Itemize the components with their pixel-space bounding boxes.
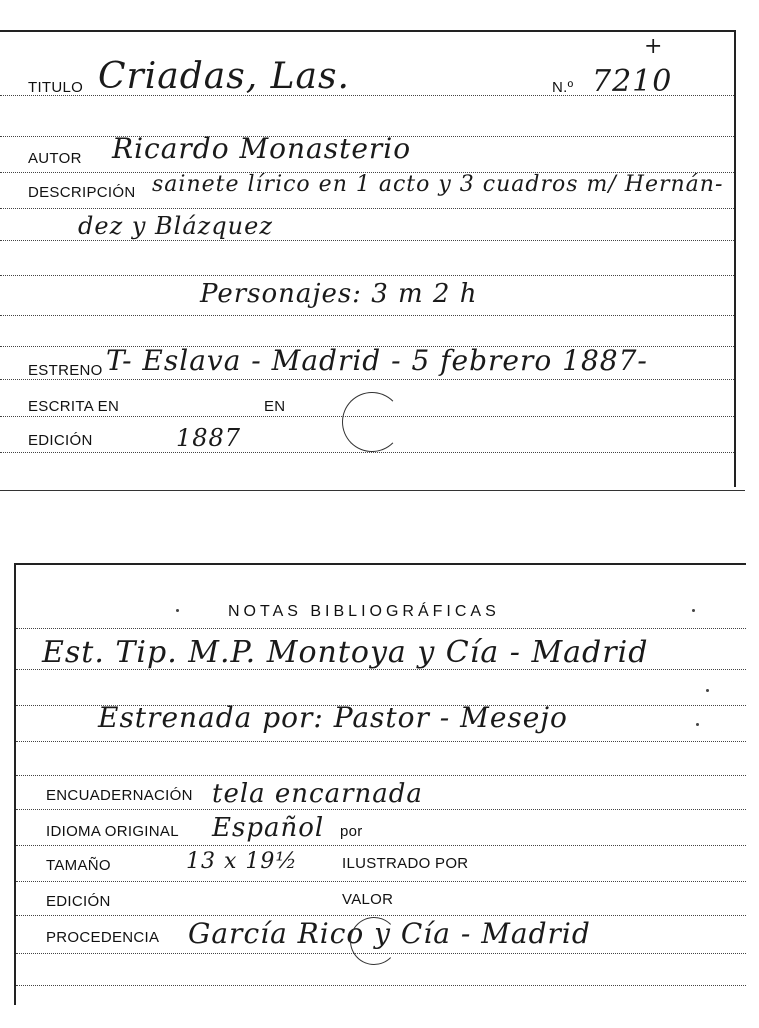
procedencia-value: García Rico y Cía - Madrid: [188, 917, 591, 950]
rule: [16, 741, 746, 742]
rule: [0, 379, 734, 380]
rule: [0, 275, 734, 276]
idioma-label: IDIOMA ORIGINAL: [46, 823, 179, 840]
rule: [16, 881, 746, 882]
descripcion-line1: sainete lírico en 1 acto y 3 cuadros m/ Hernán-: [152, 172, 724, 197]
titulo-value: Criadas, Las.: [98, 56, 350, 97]
rule: [16, 985, 746, 986]
edicion-value: 1887: [176, 424, 242, 452]
valor-label: VALOR: [342, 891, 394, 908]
card-separator: [0, 490, 745, 491]
speck: [696, 723, 699, 726]
catalog-card-notes: [14, 563, 746, 1005]
speck: [176, 609, 179, 612]
numero-mark: +: [644, 34, 664, 59]
estreno-label: ESTRENO: [28, 362, 103, 379]
encuadernacion-label: ENCUADERNACIÓN: [46, 787, 193, 804]
rule: [0, 240, 734, 241]
numero-value: 7210: [592, 64, 673, 99]
rule: [0, 452, 734, 453]
en-label: EN: [264, 398, 286, 415]
descripcion-label: DESCRIPCIÓN: [28, 184, 136, 201]
idioma-value: Español: [212, 813, 325, 843]
notas-line1: Est. Tip. M.P. Montoya y Cía - Madrid: [42, 635, 649, 670]
escrita-label: ESCRITA EN: [28, 398, 120, 415]
rule: [16, 775, 746, 776]
descripcion-line2: dez y Blázquez: [78, 212, 273, 240]
rule: [16, 809, 746, 810]
punch-hole: [350, 917, 398, 965]
por-label: por: [340, 823, 363, 840]
titulo-label: TITULO: [28, 79, 84, 96]
descripcion-line3: Personajes: 3 m 2 h: [200, 279, 478, 309]
punch-hole: [342, 392, 402, 452]
rule: [16, 845, 746, 846]
catalog-card-title: [0, 30, 736, 487]
speck: [706, 689, 709, 692]
procedencia-label: PROCEDENCIA: [46, 929, 160, 946]
tamano-value: 13 x 19½: [186, 849, 298, 874]
ilustrado-label: ILUSTRADO POR: [342, 855, 469, 872]
rule: [0, 315, 734, 316]
speck: [692, 609, 695, 612]
edicion-label: EDICIÓN: [28, 432, 93, 449]
notas-line2: Estrenada por: Pastor - Mesejo: [98, 701, 568, 734]
numero-label: N.º: [552, 79, 574, 96]
rule: [0, 208, 734, 209]
tamano-label: TAMAÑO: [46, 857, 111, 874]
notas-title: NOTAS BIBLIOGRÁFICAS: [228, 603, 500, 620]
autor-label: AUTOR: [28, 150, 82, 167]
estreno-value: T- Eslava - Madrid - 5 febrero 1887-: [106, 344, 648, 377]
autor-value: Ricardo Monasterio: [112, 132, 412, 165]
rule: [16, 628, 746, 629]
edicion-label: EDICIÓN: [46, 893, 111, 910]
encuadernacion-value: tela encarnada: [212, 779, 423, 809]
rule: [16, 915, 746, 916]
